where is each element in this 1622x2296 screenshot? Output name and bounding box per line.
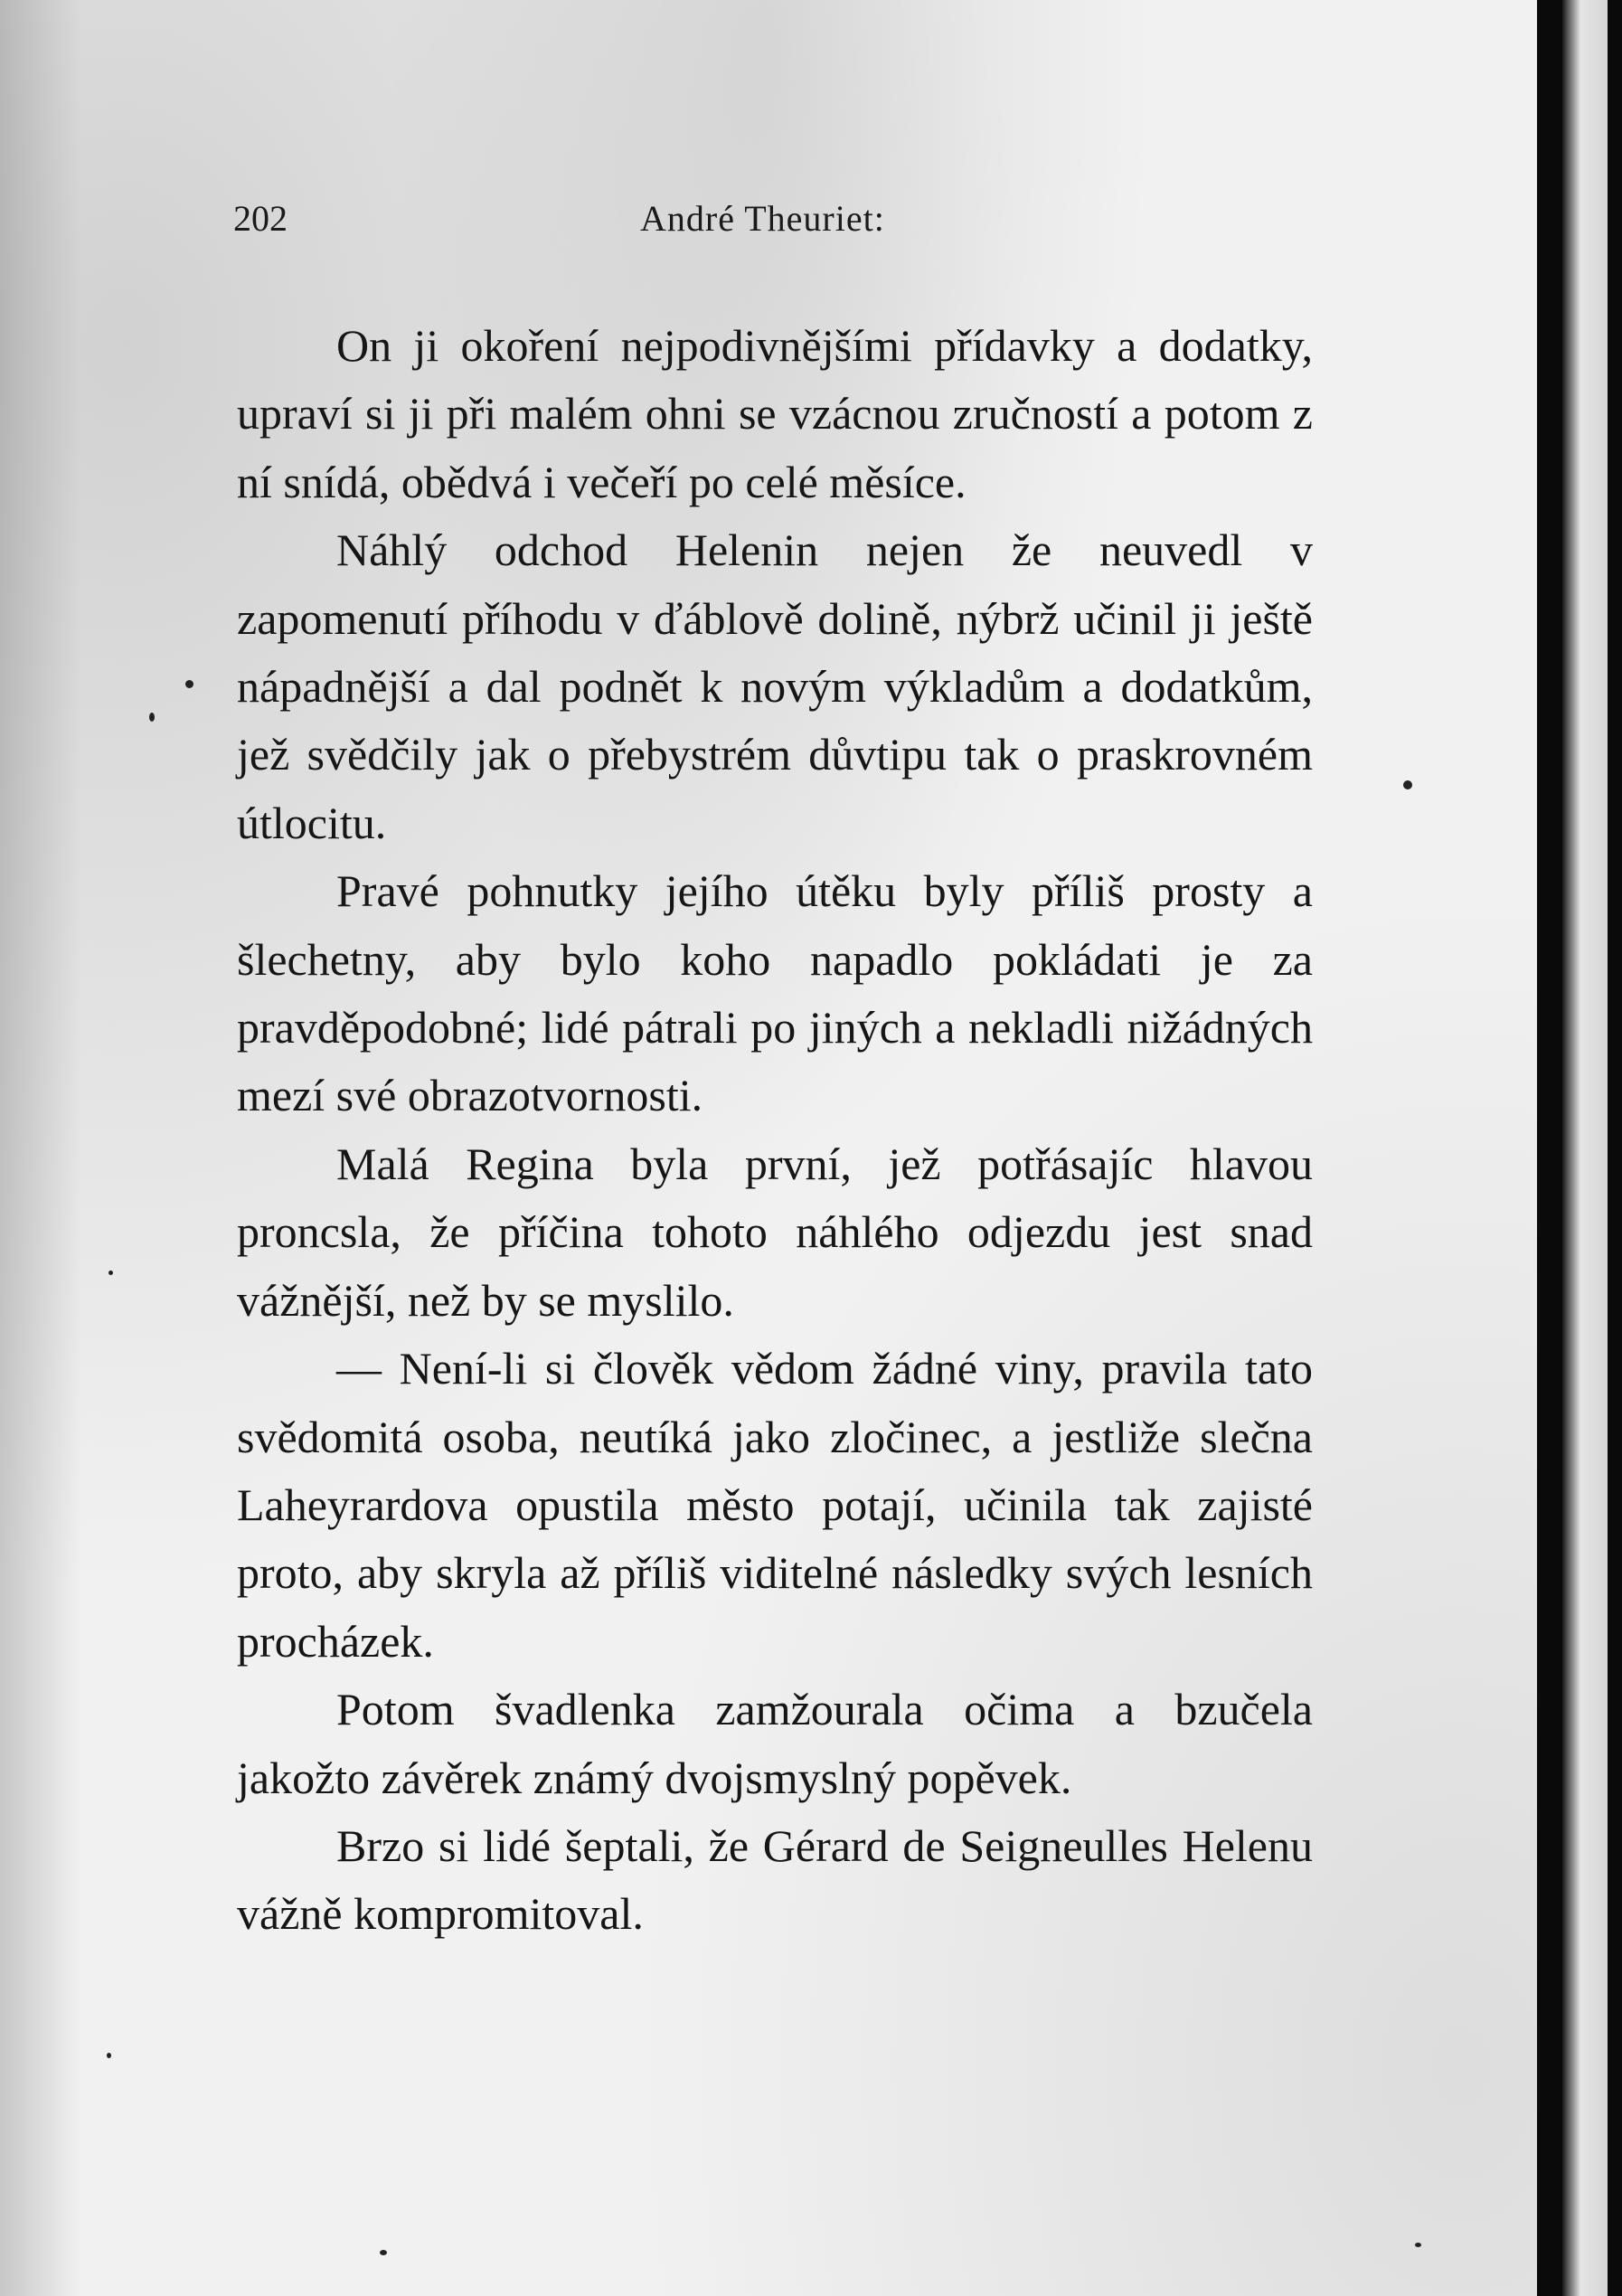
- ink-speck: [380, 2250, 387, 2255]
- paragraph-6: Potom švadlenka zamžourala očima a bzučela jakožto závěrek známý dvojsmyslný popěvek.: [237, 1684, 1313, 1803]
- ink-speck: [149, 713, 155, 722]
- paragraph-4: Malá Regina byla první, jež potřásajíc hlavou proncsla, že příčina tohoto náhlého odjezdu jest snad vážnější, než by se myslilo.: [237, 1138, 1313, 1326]
- running-title: André Theuriet:: [640, 198, 885, 239]
- adjacent-page-edge: [1537, 0, 1622, 2296]
- body-text: [237, 312, 1313, 1949]
- paragraph-7: Brzo si lidé šeptali, že Gérard de Seigneulles Helenu vážně kompromitoval.: [237, 1819, 1313, 1940]
- paragraph-2: Náhlý odchod Helenin nejen že neuvedl v zapomenutí příhodu v ďáblově dolině, nýbrž učinil ji ještě nápadnější a dal podnět k novým výkladům a dodatkům, jež svědčily jak o přebystrém důvtipu tak o praskrovném útlocitu.: [237, 524, 1313, 848]
- paragraph-5: — Není-li si člověk vědom žádné viny, pravila tato svědomitá osoba, neutíká jako zločinec, a jestliže slečna Laheyrardova opustila město potají, učinila tak zajisté proto, aby skryla až příliš viditelné následky svých lesních procházek.: [237, 1343, 1313, 1667]
- adjacent-page-sliver: [1562, 0, 1608, 2296]
- ink-speck: [185, 680, 193, 688]
- ink-speck: [108, 1271, 113, 1275]
- paragraph-1: On ji okoření nejpodivnějšími přídavky a dodatky, upraví si ji při malém ohni se vzácnou zručností a potom z ní snídá, obědvá i večeří po celé měsíce.: [237, 320, 1313, 507]
- paragraph-3: Pravé pohnutky jejího útěku byly příliš prosty a šlechetny, aby bylo koho napadlo pokládati je za pravděpodobné; lidé pátrali po jiných a nekladli nižádných mezí své obrazotvornosti.: [237, 865, 1313, 1121]
- running-head: [233, 197, 1318, 251]
- ink-speck: [1415, 2243, 1421, 2247]
- ink-speck: [1403, 780, 1412, 789]
- ink-speck: [107, 2053, 111, 2058]
- page-number: 202: [233, 198, 288, 239]
- page-edge-shadow: [0, 0, 81, 2296]
